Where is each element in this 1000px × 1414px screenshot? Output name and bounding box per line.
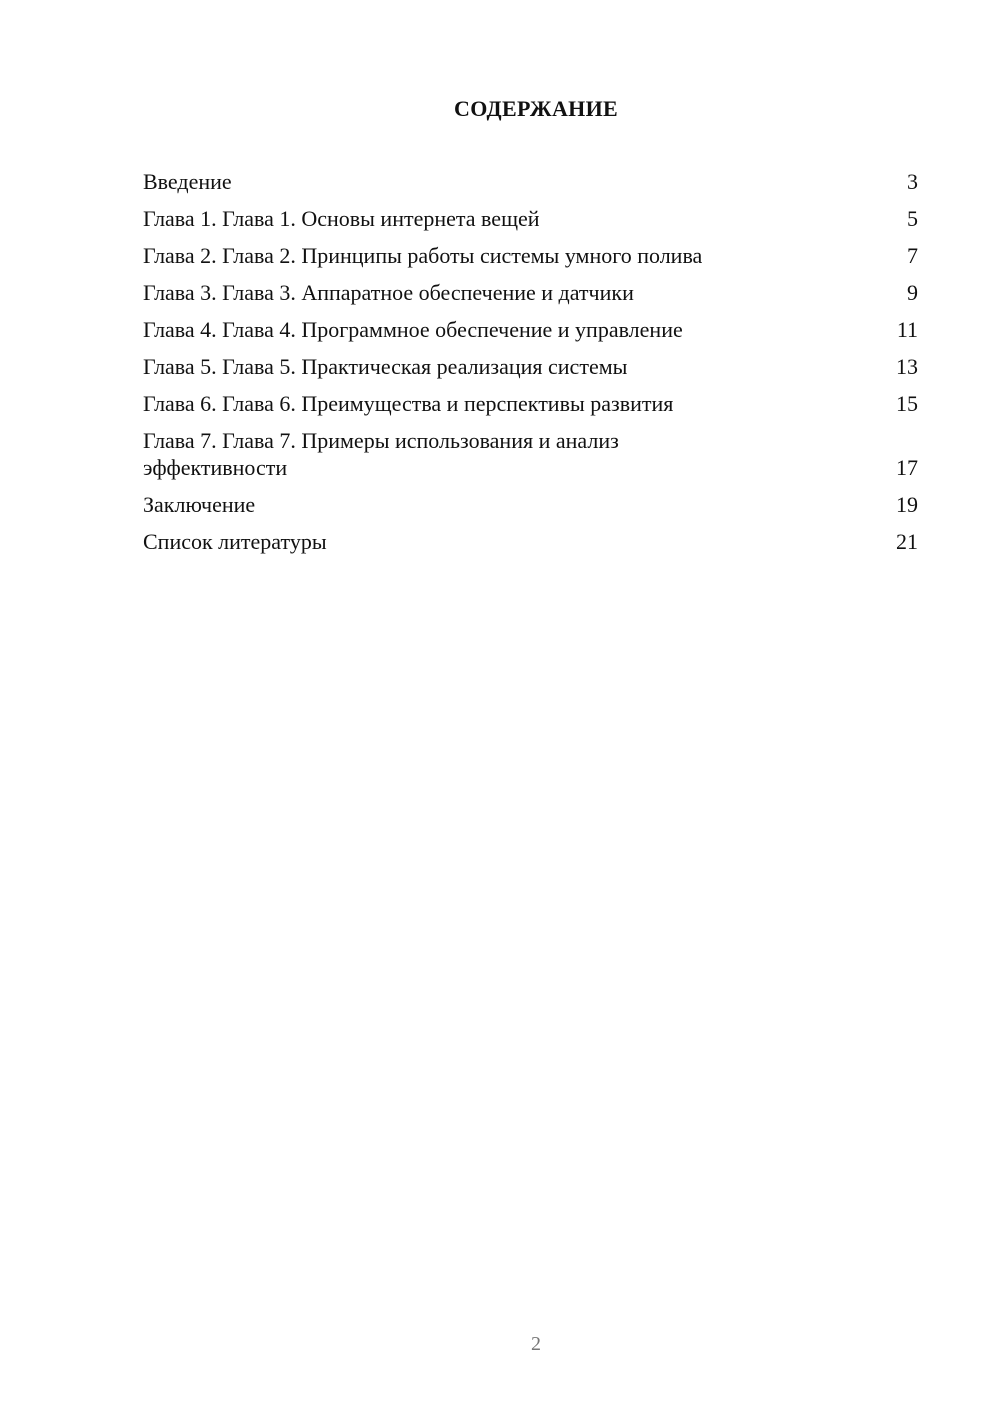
toc-entry-page: 3 [907, 169, 918, 194]
toc-entry [143, 242, 918, 269]
toc-entry [143, 168, 918, 195]
page-title: СОДЕРЖАНИЕ [454, 96, 618, 121]
toc-entry [143, 528, 918, 555]
toc-entry-title: Глава 7. Глава 7. Примеры использования и анализ эффективности [143, 428, 619, 480]
toc-entry-title: Глава 4. Глава 4. Программное обеспечение и управление [143, 317, 683, 342]
toc-entry-page: 17 [896, 455, 918, 480]
toc-entry-title: Глава 1. Глава 1. Основы интернета вещей [143, 206, 540, 231]
toc-entry-title: Глава 3. Глава 3. Аппаратное обеспечение и датчики [143, 280, 634, 305]
toc-entry-page: 15 [896, 391, 918, 416]
toc-entry-title: Глава 2. Глава 2. Принципы работы системы умного полива [143, 243, 703, 268]
toc-entry-page: 13 [896, 354, 918, 379]
page-number: 2 [531, 1333, 541, 1355]
toc-entry-title: Заключение [143, 492, 256, 517]
toc-entry [143, 491, 918, 518]
toc-entry [143, 279, 918, 306]
toc-entry-title: Список литературы [143, 529, 327, 554]
toc-entry-title: Введение [143, 169, 232, 194]
toc-entry-page: 9 [907, 280, 918, 305]
toc-entry [143, 427, 918, 481]
toc-entry-page: 5 [907, 206, 918, 231]
toc-entry [143, 316, 918, 343]
toc-entry [143, 390, 918, 417]
toc-entry-page: 19 [896, 492, 918, 517]
toc-entry-page: 21 [896, 529, 918, 554]
toc-entry [143, 353, 918, 380]
toc-entry [143, 205, 918, 232]
toc-entry-page: 7 [907, 243, 918, 268]
toc-entry-page: 11 [896, 317, 918, 342]
toc-entry-title: Глава 6. Глава 6. Преимущества и перспективы развития [143, 391, 674, 416]
table-of-contents [143, 168, 918, 565]
toc-entry-title: Глава 5. Глава 5. Практическая реализация системы [143, 354, 628, 379]
